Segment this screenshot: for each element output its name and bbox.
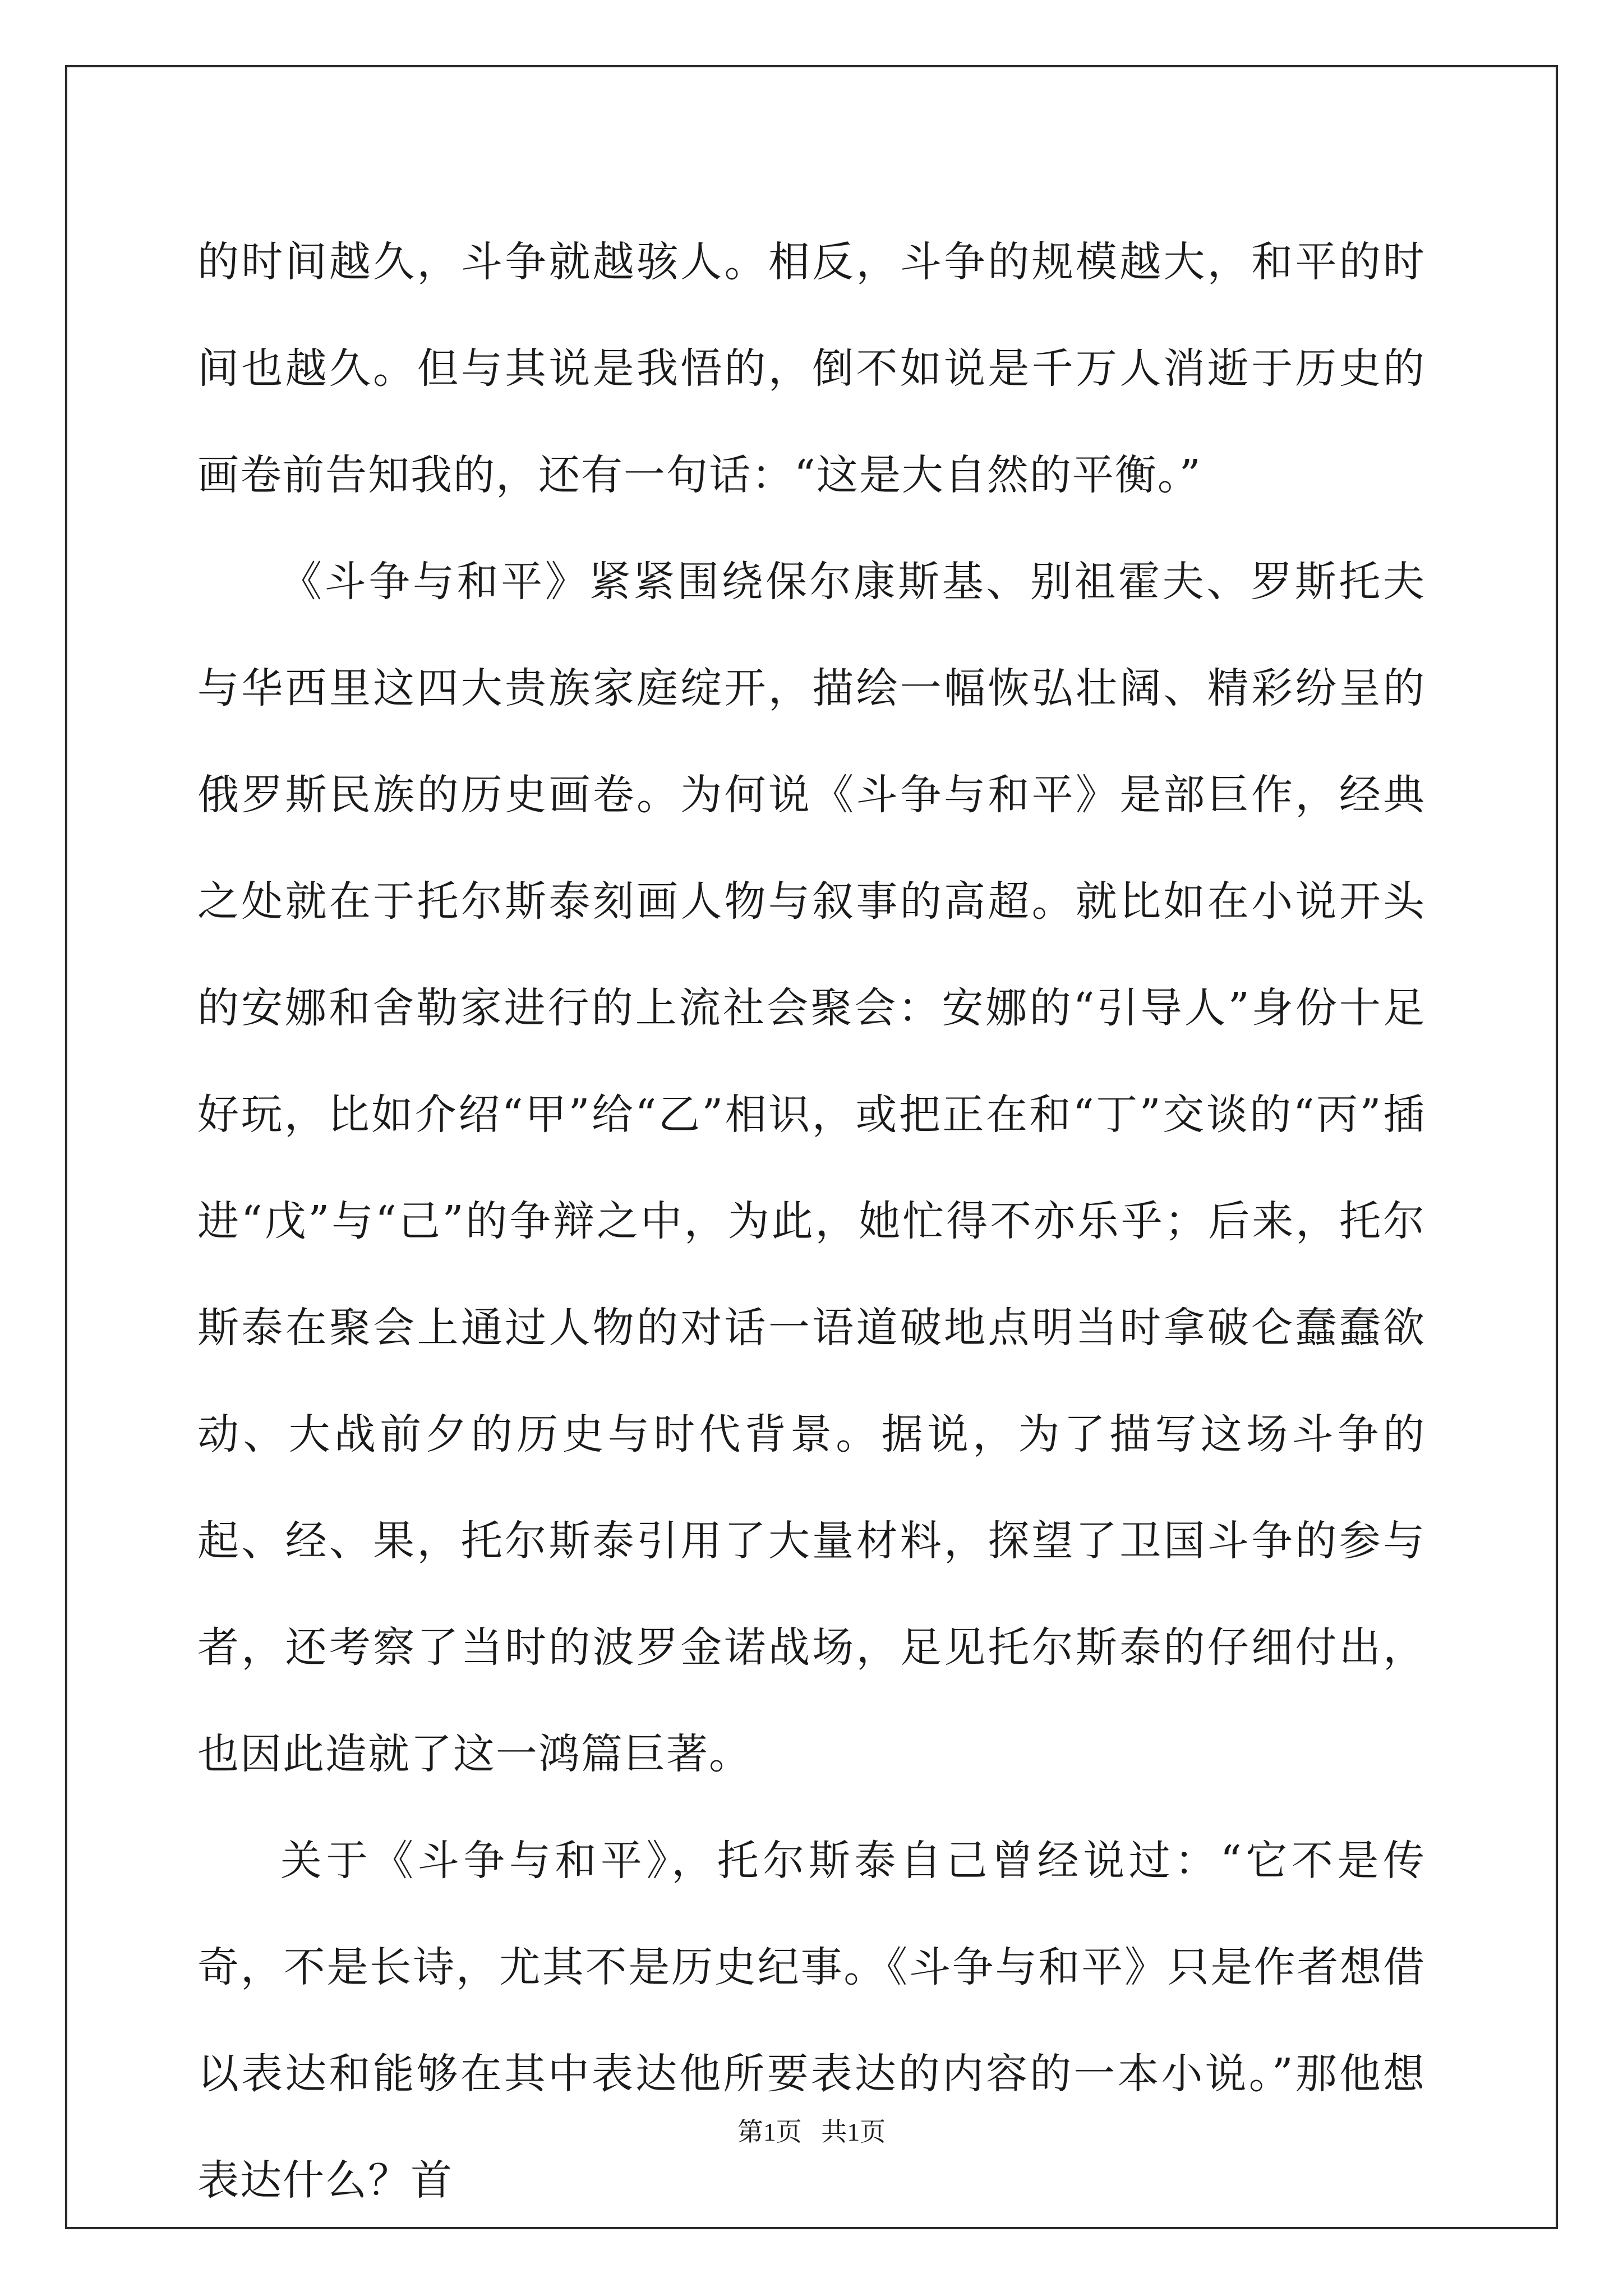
paragraph-1: 的时间越久，斗争就越骇人。相反，斗争的规模越大，和平的时间也越久。但与其说是我悟的，倒不如说是千万人消逝于历史的画卷前告知我的，还有一句话：“这是大自然的平衡。” bbox=[197, 238, 1426, 499]
paragraph-2: 《斗争与和平》紧紧围绕保尔康斯基、别祖霍夫、罗斯托夫与华西里这四大贵族家庭绽开，描绘一幅恢弘壮阔、精彩纷呈的俄罗斯民族的历史画卷。为何说《斗争与和平》是部巨作，经典之处就在于托尔斯泰刻画人物与叙事的高超。就比如在小说开头的安娜和舍勒家进行的上流社会聚会：安娜的“引导人”身份十足好玩，比如介绍“甲”给“乙”相识，或把正在和“丁”交谈的“丙”插进“戊”与“己”的争辩之中，为此，她忙得不亦乐乎；后来，托尔斯泰在聚会上通过人物的对话一语道破地点明当时拿破仑蠢蠢欲动、大战前夕的历史与时代背景。据说，为了描写这场斗争的起、经、果，托尔斯泰引用了大量材料，探望了卫国斗争的参与者，还考察了当时的波罗金诺战场，足见托尔斯泰的仔细付出，也因此造就了这一鸿篇巨著。 bbox=[197, 558, 1426, 1778]
paragraph-3: 关于《斗争与和平》，托尔斯泰自己曾经说过：“它不是传奇，不是长诗，尤其不是历史纪事。《斗争与和平》只是作者想借以表达和能够在其中表达他所要表达的内容的一本小说。”那他想表达什么？首 bbox=[197, 1837, 1426, 2205]
page-footer: 第1页 共1页 bbox=[737, 2118, 886, 2146]
document-body bbox=[197, 209, 1426, 2234]
